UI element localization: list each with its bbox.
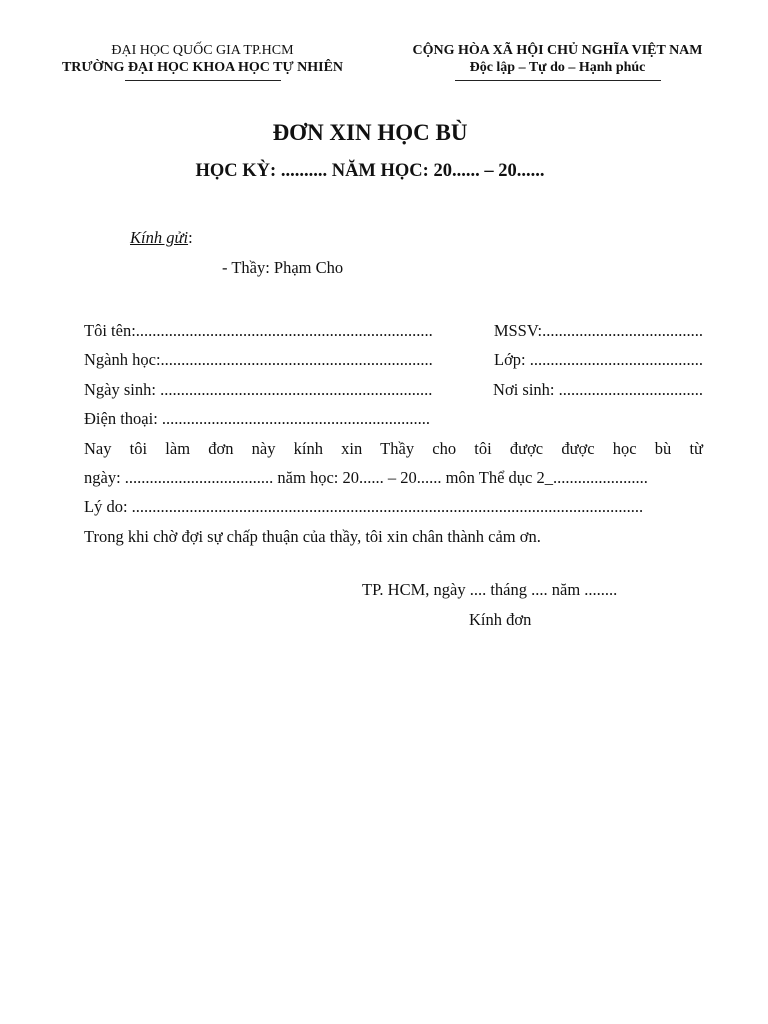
country-name: CỘNG HÒA XÃ HỘI CHỦ NGHĨA VIỆT NAM bbox=[412, 43, 703, 58]
university-header bbox=[20, 42, 385, 81]
motto-underline bbox=[455, 80, 661, 81]
closing-line: Kính đơn bbox=[469, 610, 532, 629]
form-row-birth bbox=[84, 375, 703, 404]
phone-field: Điện thoại: ................................................................. bbox=[84, 409, 431, 429]
national-motto: Độc lập – Tự do – Hạnh phúc bbox=[469, 60, 646, 75]
major-field: Ngành học:.................................................................. bbox=[84, 350, 433, 370]
form-row-major bbox=[84, 345, 703, 374]
birth-date-field: Ngày sinh: .................................................................. bbox=[84, 379, 433, 399]
addressee-line bbox=[130, 228, 193, 248]
request-line-1: Nay tôi làm đơn này kính xin Thầy cho tôi được được học bù từ bbox=[84, 438, 703, 458]
form-body bbox=[84, 316, 703, 551]
addressee-colon: : bbox=[188, 228, 193, 247]
university-underline bbox=[125, 80, 281, 81]
form-row-name bbox=[84, 316, 703, 345]
class-field: Lớp: .......................................... bbox=[493, 350, 703, 370]
faculty-name: TRƯỜNG ĐẠI HỌC KHOA HỌC TỰ NHIÊN bbox=[61, 60, 344, 75]
semester-line: HỌC KỲ: .......... NĂM HỌC: 20...... – 20...... bbox=[195, 161, 545, 181]
request-line-2: ngày: .................................... năm học: 20...... – 20...... môn Thể dục 2_....................... bbox=[84, 468, 648, 488]
recipient: - Thầy: Phạm Cho bbox=[222, 258, 344, 277]
document-title: ĐƠN XIN HỌC BÙ bbox=[272, 120, 468, 145]
addressee-label: Kính gửi bbox=[130, 228, 189, 247]
reason-field: Lý do: ............................................................................................................................ bbox=[84, 497, 644, 517]
university-name: ĐẠI HỌC QUỐC GIA TP.HCM bbox=[111, 43, 294, 58]
thanks-line: Trong khi chờ đợi sự chấp thuận của thầy, tôi xin chân thành cảm ơn. bbox=[84, 526, 541, 546]
birth-place-field: Nơi sinh: ................................... bbox=[493, 379, 703, 399]
place-date-line: TP. HCM, ngày .... tháng .... năm ........ bbox=[362, 580, 618, 599]
national-header bbox=[375, 42, 740, 81]
name-field: Tôi tên:........................................................................ bbox=[84, 321, 433, 340]
student-id-field: MSSV:....................................... bbox=[493, 321, 703, 340]
